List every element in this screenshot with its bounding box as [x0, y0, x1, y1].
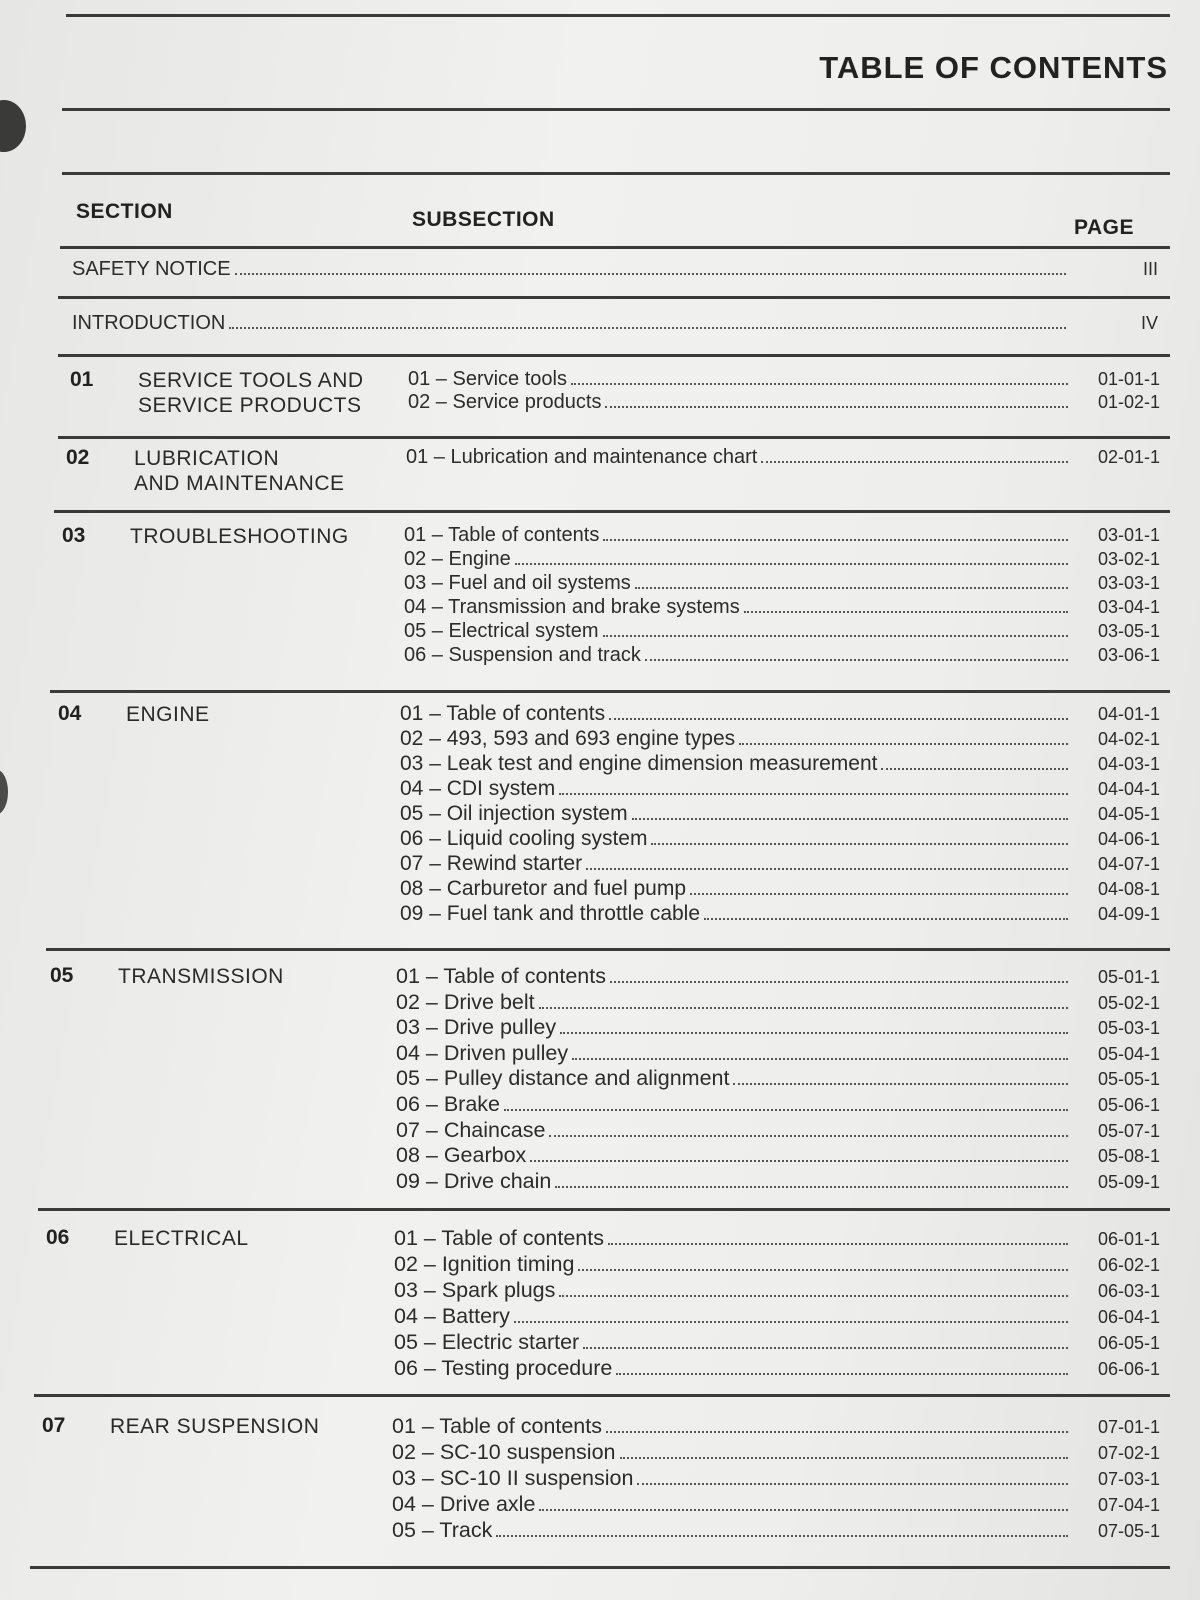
toc-entry[interactable]: [408, 391, 1160, 416]
dot-leader: [608, 1229, 1068, 1245]
entry-page-number: 04-01-1: [1097, 704, 1160, 724]
binder-ring: [0, 770, 8, 814]
entry-page-number: 03-06-1: [1097, 645, 1160, 665]
entry-page-number: 03-02-1: [1097, 549, 1160, 569]
dot-leader: [229, 313, 1066, 329]
header-page: PAGE: [1074, 216, 1134, 239]
section-number: 01: [70, 368, 94, 391]
dot-leader: [572, 1044, 1068, 1060]
entry-page-number: 05-05-1: [1097, 1069, 1160, 1090]
section-rule: [30, 1566, 1170, 1569]
entry-page-number: 05-03-1: [1097, 1018, 1160, 1039]
entry-page-number: 03-04-1: [1097, 597, 1160, 617]
section-number: 04: [58, 702, 82, 725]
toc-entry[interactable]: [400, 902, 1160, 927]
entry-page-number: 04-02-1: [1097, 729, 1160, 749]
dot-leader: [539, 1495, 1068, 1511]
entry-label: INTRODUCTION: [72, 312, 226, 334]
entry-page-number: 01-02-1: [1097, 392, 1160, 412]
entry-label: 02 – SC-10 suspension: [392, 1440, 616, 1464]
entry-label: 06 – Testing procedure: [394, 1356, 613, 1380]
entry-page-number: 07-02-1: [1097, 1443, 1160, 1463]
entry-label: 05 – Electric starter: [394, 1330, 580, 1354]
section-rule: [46, 948, 1170, 951]
toc-entry[interactable]: [404, 596, 1160, 621]
section-rule: [50, 690, 1170, 693]
toc-entry[interactable]: [394, 1304, 1160, 1329]
toc-entry[interactable]: [404, 548, 1160, 573]
entry-label: SAFETY NOTICE: [72, 258, 231, 280]
toc-entry[interactable]: [392, 1492, 1160, 1517]
entry-page-number: 06-01-1: [1097, 1229, 1160, 1249]
dot-leader: [583, 1333, 1068, 1349]
dot-leader: [637, 1469, 1068, 1485]
dot-leader: [549, 1121, 1068, 1137]
dot-leader: [603, 621, 1068, 637]
entry-label: 06 – Suspension and track: [404, 644, 641, 666]
entry-label: 01 – Table of contents: [392, 1414, 602, 1438]
entry-label: 08 – Gearbox: [396, 1143, 527, 1168]
header-top-rule: [62, 172, 1170, 175]
entry-label: 05 – Oil injection system: [400, 802, 628, 825]
entry-page-number: IV: [1140, 313, 1158, 333]
dot-leader: [635, 573, 1068, 589]
dot-leader: [733, 1069, 1068, 1085]
toc-entry[interactable]: [392, 1414, 1160, 1439]
entry-page-number: 06-04-1: [1097, 1307, 1160, 1327]
section-rule: [58, 436, 1170, 439]
dot-leader: [651, 829, 1068, 845]
entry-label: 03 – Fuel and oil systems: [404, 572, 631, 594]
section-name: ELECTRICAL: [114, 1227, 249, 1250]
entry-label: 03 – Drive pulley: [396, 1015, 557, 1040]
entry-label: 02 – 493, 593 and 693 engine types: [400, 727, 736, 750]
toc-entry[interactable]: [392, 1466, 1160, 1491]
toc-entry[interactable]: [72, 258, 1158, 283]
header-bottom-rule: [60, 246, 1170, 249]
entry-page-number: 06-02-1: [1097, 1255, 1160, 1275]
dot-leader: [235, 259, 1066, 275]
entry-label: 04 – Battery: [394, 1304, 510, 1328]
entry-label: 04 – Transmission and brake systems: [404, 596, 740, 618]
entry-page-number: 04-09-1: [1097, 904, 1160, 924]
toc-entry[interactable]: [400, 727, 1160, 752]
entry-label: 05 – Track: [392, 1518, 493, 1542]
section-number: 06: [46, 1226, 70, 1249]
dot-leader: [539, 993, 1068, 1009]
entry-label: 06 – Brake: [396, 1092, 500, 1116]
dot-leader: [559, 1281, 1068, 1297]
entry-page-number: 06-06-1: [1097, 1359, 1160, 1379]
toc-entry[interactable]: [392, 1440, 1160, 1465]
entry-label: 07 – Rewind starter: [400, 852, 583, 875]
section-name: TROUBLESHOOTING: [130, 525, 349, 548]
section-name: TRANSMISSION: [118, 965, 284, 988]
toc-entry[interactable]: [396, 1041, 1160, 1066]
toc-entry[interactable]: [404, 644, 1160, 669]
dot-leader: [881, 754, 1068, 770]
entry-label: 05 – Electrical system: [404, 620, 599, 642]
dot-leader: [571, 369, 1068, 385]
section-number: 03: [62, 524, 86, 547]
dot-leader: [514, 1307, 1068, 1323]
entry-page-number: 06-05-1: [1097, 1333, 1160, 1353]
title-rule: [62, 108, 1170, 111]
entry-page-number: 05-09-1: [1097, 1171, 1160, 1192]
entry-page-number: 07-03-1: [1097, 1469, 1160, 1489]
entry-page-number: 04-03-1: [1097, 754, 1160, 774]
entry-page-number: 05-06-1: [1097, 1095, 1160, 1115]
entry-page-number: 04-04-1: [1097, 779, 1160, 799]
dot-leader: [645, 645, 1068, 661]
toc-entry[interactable]: [396, 1169, 1160, 1194]
toc-entry[interactable]: [406, 446, 1160, 471]
toc-entry[interactable]: [400, 777, 1160, 802]
toc-entry[interactable]: [394, 1278, 1160, 1303]
dot-leader: [559, 779, 1068, 795]
dot-leader: [586, 854, 1068, 870]
toc-entry[interactable]: [404, 572, 1160, 597]
entry-page-number: 01-01-1: [1097, 369, 1160, 389]
entry-page-number: 06-03-1: [1097, 1281, 1160, 1301]
entry-label: 01 – Table of contents: [394, 1226, 604, 1250]
toc-entry[interactable]: [404, 620, 1160, 645]
toc-entry[interactable]: [400, 702, 1160, 727]
section-rule: [34, 1394, 1170, 1397]
entry-page-number: 05-02-1: [1097, 992, 1160, 1013]
section-rule: [54, 510, 1170, 513]
toc-entry[interactable]: [400, 802, 1160, 827]
dot-leader: [690, 879, 1068, 895]
toc-entry[interactable]: [400, 752, 1160, 777]
entry-label: 01 – Lubrication and maintenance chart: [406, 446, 758, 468]
section-name: REAR SUSPENSION: [110, 1415, 320, 1438]
entry-label: 04 – Drive axle: [392, 1492, 536, 1516]
toc-entry[interactable]: [396, 1066, 1160, 1091]
entry-label: 02 – Engine: [404, 548, 511, 570]
toc-entry[interactable]: [400, 877, 1160, 902]
entry-label: 01 – Table of contents: [404, 524, 600, 546]
dot-leader: [515, 549, 1068, 565]
dot-leader: [606, 1417, 1068, 1433]
dot-leader: [603, 525, 1068, 541]
entry-label: 03 – Leak test and engine dimension measurement: [400, 752, 878, 775]
entry-page-number: 05-08-1: [1097, 1146, 1160, 1167]
header-subsection: SUBSECTION: [412, 208, 555, 231]
toc-entry[interactable]: [404, 524, 1160, 549]
page-title: TABLE OF CONTENTS: [819, 50, 1168, 85]
entry-label: 04 – CDI system: [400, 777, 556, 800]
section-name: SERVICE TOOLS AND SERVICE PRODUCTS: [138, 369, 364, 417]
dot-leader: [620, 1443, 1068, 1459]
top-rule: [66, 14, 1170, 17]
entry-page-number: 07-04-1: [1097, 1495, 1160, 1515]
entry-page-number: 04-08-1: [1097, 879, 1160, 899]
toc-entry[interactable]: [396, 1015, 1160, 1040]
binder-ring: [0, 100, 26, 152]
toc-entry[interactable]: [394, 1330, 1160, 1355]
toc-entry[interactable]: [392, 1518, 1160, 1543]
toc-entry[interactable]: [394, 1226, 1160, 1251]
toc-entry[interactable]: [396, 1092, 1160, 1117]
toc-entry[interactable]: [72, 312, 1158, 337]
dot-leader: [560, 1018, 1068, 1034]
entry-label: 01 – Service tools: [408, 368, 567, 390]
entry-page-number: 04-07-1: [1097, 854, 1160, 874]
entry-page-number: 05-04-1: [1097, 1043, 1160, 1064]
entry-label: 02 – Drive belt: [396, 989, 535, 1014]
entry-page-number: 07-01-1: [1097, 1417, 1160, 1437]
dot-leader: [744, 597, 1068, 613]
toc-entry[interactable]: [396, 964, 1160, 989]
entry-label: 06 – Liquid cooling system: [400, 827, 648, 850]
dot-leader: [616, 1359, 1068, 1375]
toc-entry[interactable]: [394, 1252, 1160, 1277]
toc-entry[interactable]: [396, 990, 1160, 1015]
entry-label: 01 – Table of contents: [400, 702, 606, 725]
dot-leader: [530, 1146, 1068, 1162]
dot-leader: [739, 729, 1068, 745]
entry-label: 05 – Pulley distance and alignment: [396, 1066, 730, 1091]
entry-page-number: 07-05-1: [1097, 1521, 1160, 1541]
entry-label: 07 – Chaincase: [396, 1117, 546, 1142]
toc-entry[interactable]: [394, 1356, 1160, 1381]
toc-entry[interactable]: [396, 1118, 1160, 1143]
entry-page-number: 04-05-1: [1097, 804, 1160, 824]
dot-leader: [632, 804, 1068, 820]
entry-page-number: 04-06-1: [1097, 829, 1160, 849]
entry-label: 09 – Drive chain: [396, 1168, 552, 1193]
dot-leader: [555, 1172, 1068, 1188]
entry-label: 09 – Fuel tank and throttle cable: [400, 902, 701, 925]
dot-leader: [704, 904, 1068, 920]
section-name: LUBRICATION AND MAINTENANCE: [134, 447, 345, 495]
entry-label: 01 – Table of contents: [396, 964, 606, 988]
section-number: 07: [42, 1414, 66, 1437]
dot-leader: [761, 447, 1068, 463]
dot-leader: [605, 392, 1068, 408]
section-number: 05: [50, 964, 74, 987]
dot-leader: [610, 967, 1068, 983]
entry-page-number: 03-01-1: [1097, 525, 1160, 545]
section-name: ENGINE: [126, 703, 210, 726]
dot-leader: [496, 1521, 1068, 1537]
toc-entry[interactable]: [396, 1143, 1160, 1168]
entry-label: 02 – Ignition timing: [394, 1252, 575, 1276]
dot-leader: [609, 704, 1068, 720]
section-rule: [38, 1208, 1170, 1211]
entry-page-number: 05-01-1: [1097, 967, 1160, 987]
entry-page-number: 05-07-1: [1097, 1120, 1160, 1141]
toc-entry[interactable]: [400, 852, 1160, 877]
entry-page-number: 03-03-1: [1097, 573, 1160, 593]
dot-leader: [504, 1095, 1068, 1111]
entry-label: 08 – Carburetor and fuel pump: [400, 877, 687, 900]
toc-entry[interactable]: [400, 827, 1160, 852]
entry-page-number: III: [1142, 259, 1158, 279]
front-rule: [58, 354, 1170, 357]
header-section: SECTION: [76, 200, 173, 223]
toc-entry[interactable]: [408, 368, 1160, 393]
entry-page-number: 02-01-1: [1097, 447, 1160, 467]
dot-leader: [578, 1255, 1068, 1271]
entry-label: 02 – Service products: [408, 391, 602, 413]
section-number: 02: [66, 446, 90, 469]
entry-label: 04 – Driven pulley: [396, 1040, 569, 1065]
entry-label: 03 – SC-10 II suspension: [392, 1466, 634, 1490]
entry-label: 03 – Spark plugs: [394, 1278, 556, 1302]
entry-page-number: 03-05-1: [1097, 621, 1160, 641]
front-rule: [58, 296, 1170, 299]
